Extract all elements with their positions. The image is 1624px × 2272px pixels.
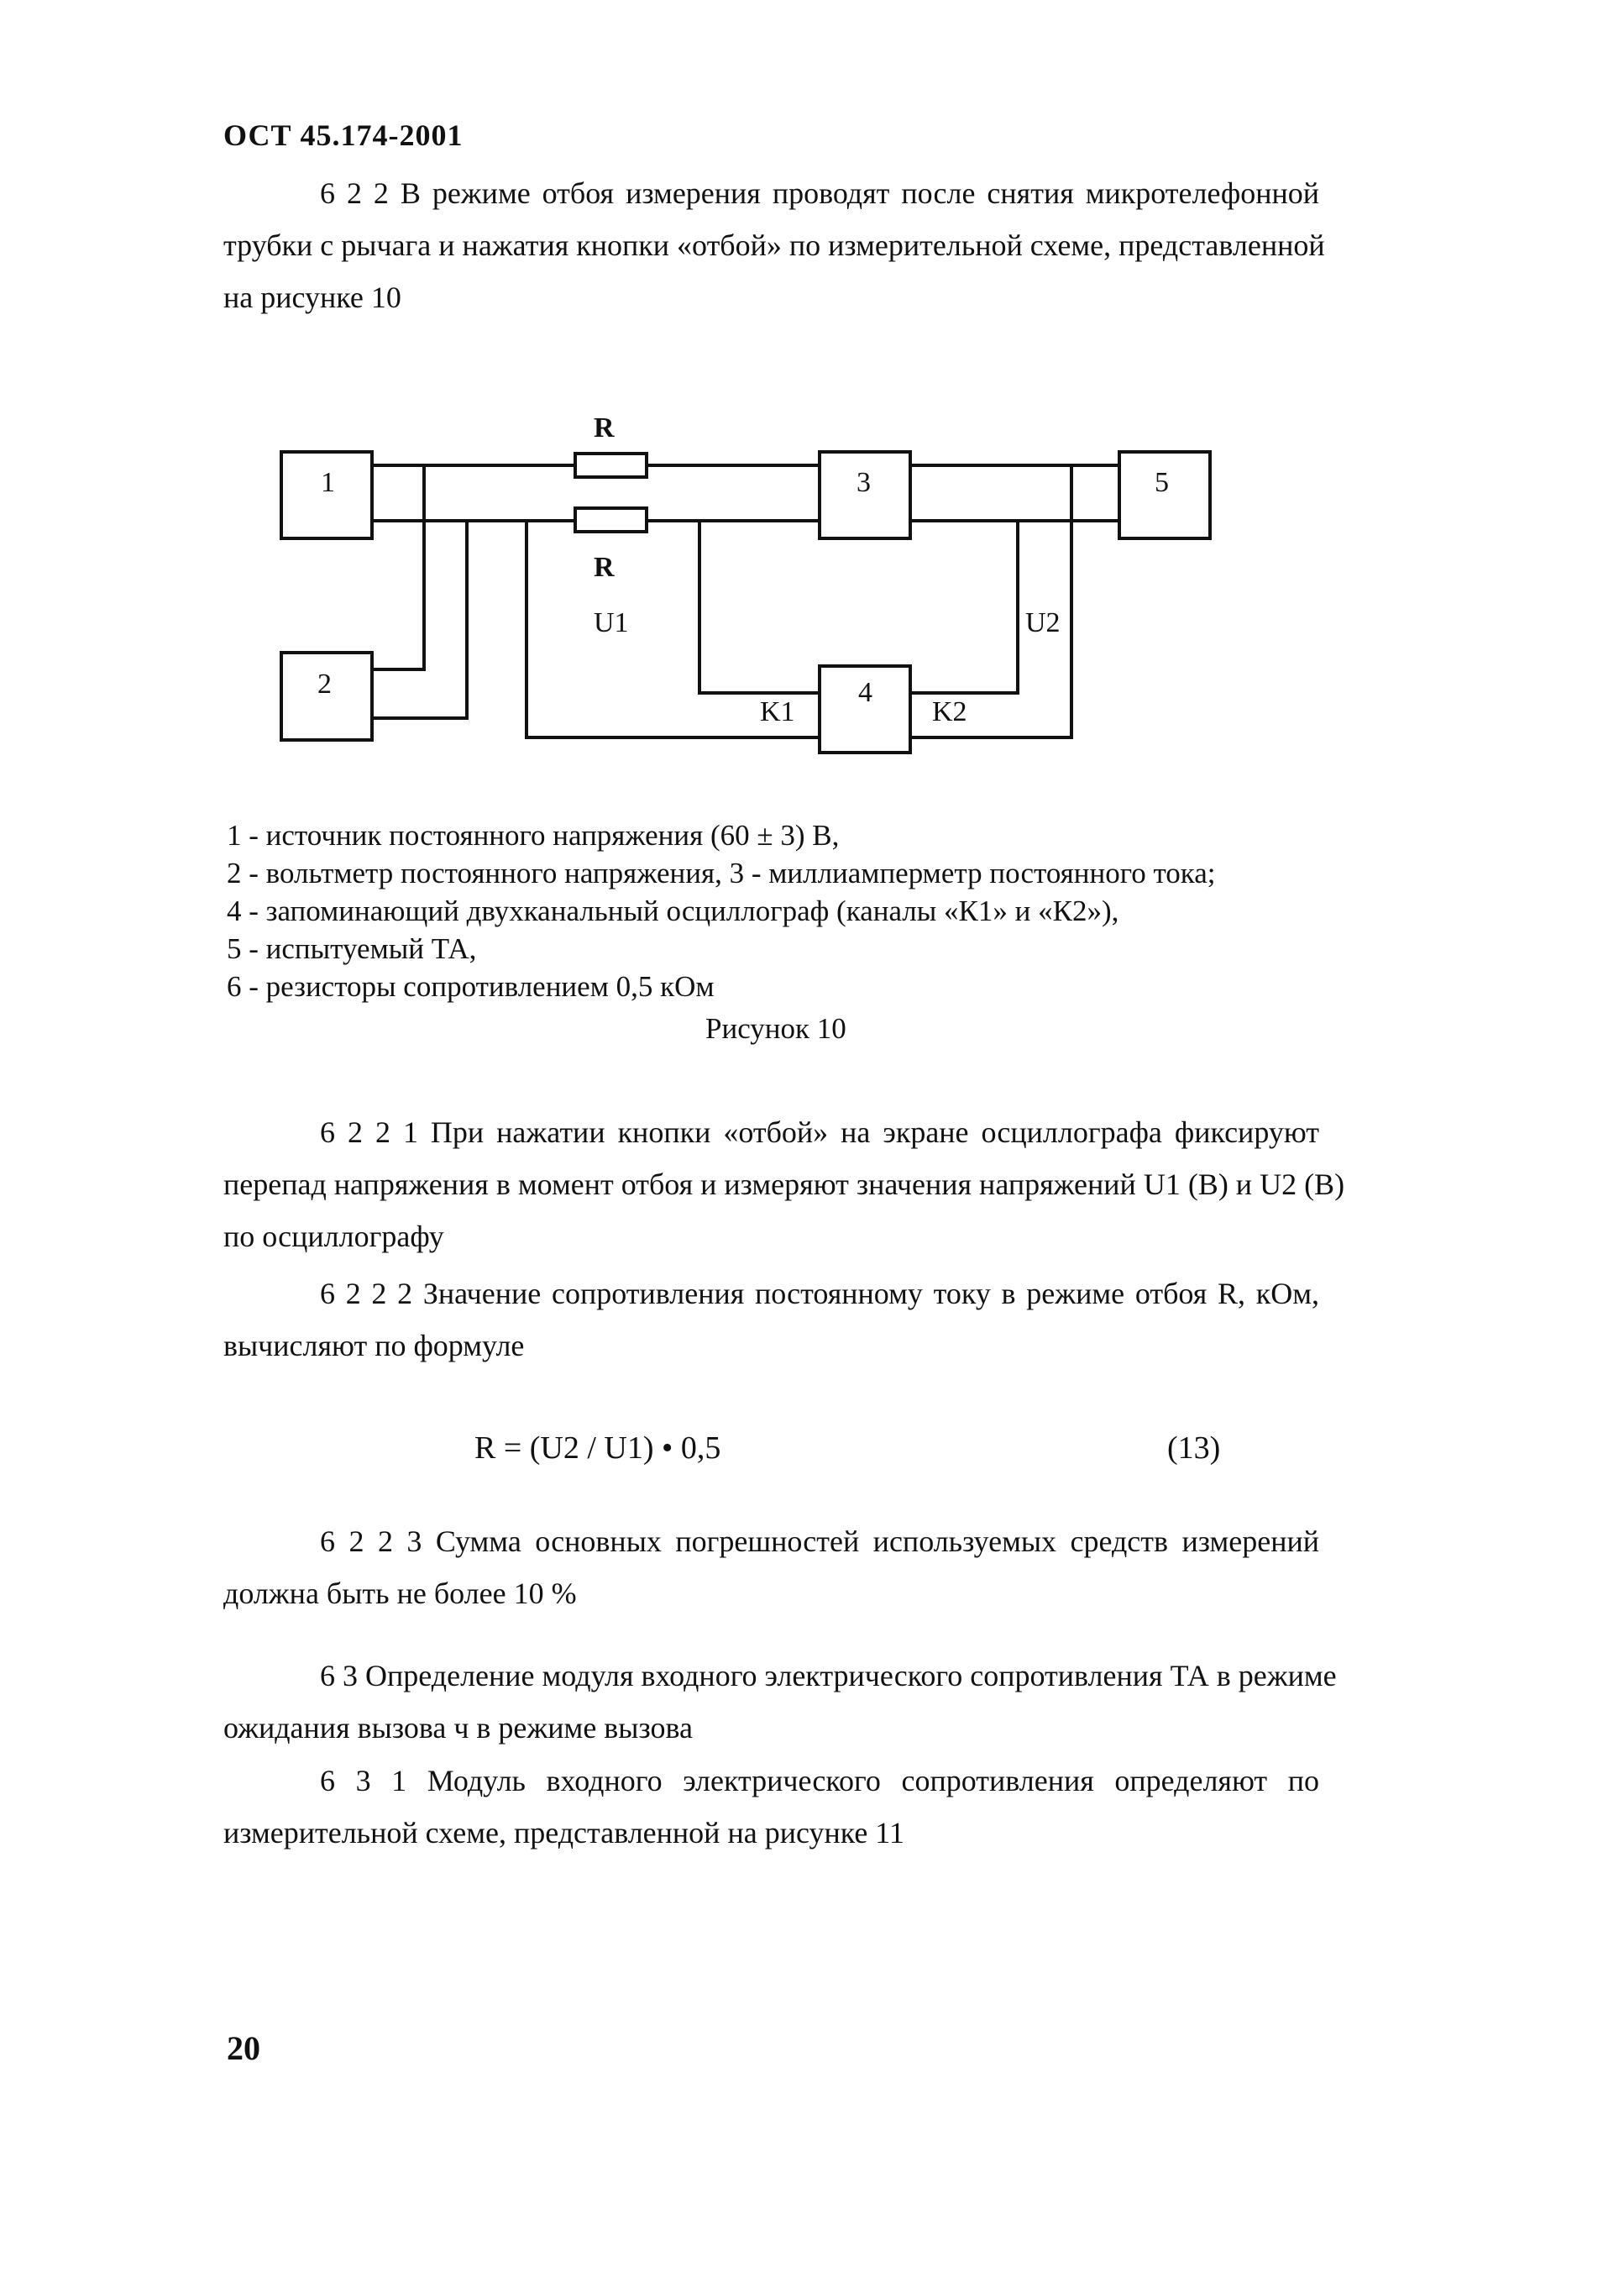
para-6-2-2-1-line3: по осциллографу <box>223 1220 444 1253</box>
block-3-label: 3 <box>857 467 871 498</box>
para-6-2-2-line3: на рисунке 10 <box>223 281 401 314</box>
para-6-2-2-3-line2: должна быть не более 10 % <box>223 1577 577 1610</box>
block-4-label: 4 <box>858 677 872 708</box>
figure-caption: Рисунок 10 <box>705 1012 846 1045</box>
legend-item-4: 5 - испытуемый ТА, <box>227 932 477 965</box>
para-6-2-2-line1: 6 2 2 В режиме отбоя измерения проводят после снятия микротелефонной <box>320 176 1319 210</box>
block-5-label: 5 <box>1155 467 1169 498</box>
resistor-bottom <box>575 508 647 532</box>
para-6-3-line1: 6 3 Определение модуля входного электрического сопротивления ТА в режиме <box>320 1659 1337 1692</box>
resistor-top <box>575 454 647 477</box>
para-6-3-line2: ожидания вызова ч в режиме вызова <box>223 1711 694 1745</box>
formula-number: (13) <box>1167 1430 1221 1466</box>
para-6-2-2-1-line2: перепад напряжения в момент отбоя и измеряют значения напряжений U1 (В) и U2 (В) <box>223 1167 1345 1201</box>
page-number: 20 <box>227 2029 260 2067</box>
document-header: ОСТ 45.174-2001 <box>223 118 464 152</box>
k1-label: K1 <box>760 696 795 727</box>
block-1-label: 1 <box>321 467 335 498</box>
para-6-2-2-2-line2: вычисляют по формуле <box>223 1329 525 1362</box>
para-6-2-2-2-line1: 6 2 2 2 Значение сопротивления постоянному току в режиме отбоя R, кОм, <box>320 1277 1319 1310</box>
u2-label: U2 <box>1025 607 1061 638</box>
circuit-diagram <box>0 0 1624 790</box>
legend-item-1: 1 - источник постоянного напряжения (60 ± 3) В, <box>227 819 840 852</box>
resistor-top-label: R <box>594 412 615 443</box>
k2-label: K2 <box>932 696 967 727</box>
legend-item-3: 4 - запоминающий двухканальный осциллограф (каналы «К1» и «К2»), <box>227 895 1119 927</box>
legend-item-5: 6 - резисторы сопротивлением 0,5 кОм <box>227 970 715 1003</box>
formula: R = (U2 / U1) • 0,5 <box>474 1430 721 1466</box>
para-6-3-1-line2: измерительной схеме, представленной на рисунке 11 <box>223 1816 904 1850</box>
block-2-label: 2 <box>317 669 332 700</box>
u1-label: U1 <box>594 607 629 638</box>
para-6-3-1-line1: 6 3 1 Модуль входного электрического сопротивления определяют по <box>320 1764 1319 1797</box>
legend-item-2: 2 - вольтметр постоянного напряжения, 3 - миллиамперметр постоянного тока; <box>227 857 1216 889</box>
para-6-2-2-3-line1: 6 2 2 3 Сумма основных погрешностей используемых средств измерений <box>320 1524 1319 1558</box>
para-6-2-2-1-line1: 6 2 2 1 При нажатии кнопки «отбой» на экране осциллографа фиксируют <box>320 1115 1319 1149</box>
para-6-2-2-line2: трубки с рычага и нажатия кнопки «отбой» по измерительной схеме, представленной <box>223 228 1325 262</box>
resistor-bottom-label: R <box>594 552 615 583</box>
